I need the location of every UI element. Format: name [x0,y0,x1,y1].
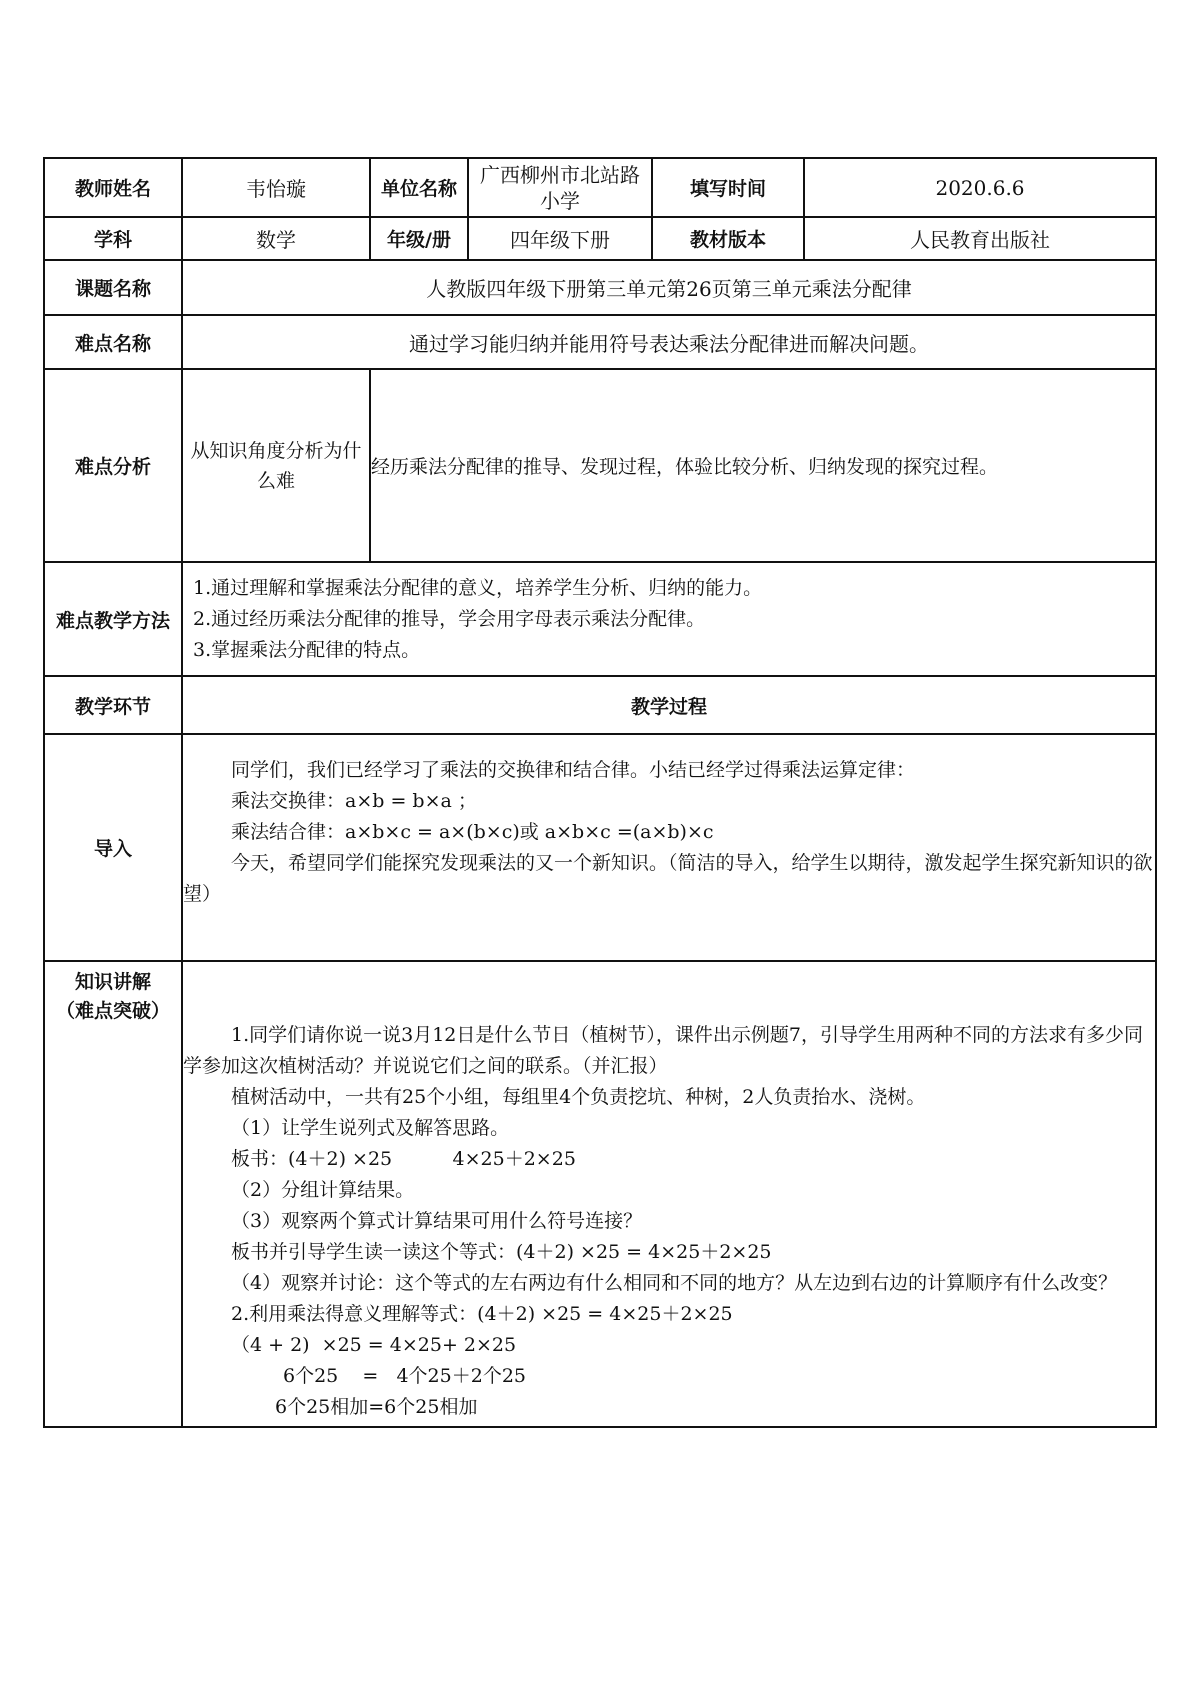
header-row-1 [44,158,1156,217]
intro-line: 乘法交换律：a×b = b×a ； [231,790,477,812]
difficulty-label: 难点名称 [44,315,182,369]
difficulty-value: 通过学习能归纳并能用符号表达乘法分配律进而解决问题。 [182,315,1156,369]
process-section-title: 教学过程 [182,676,1156,734]
intro-label: 导入 [44,734,182,961]
edition-label: 教材版本 [652,217,804,260]
topic-row [44,260,1156,315]
knowledge-line: 1.同学们请你说一说3月12日是什么节日（植树节），课件出示例题7，引导学生用两种不同的方法求有多少同学参加这次植树活动？并说说它们之间的联系。（并汇报） [183,1024,1143,1077]
knowledge-line: （3）观察两个算式计算结果可用什么符号连接？ [231,1210,643,1232]
knowledge-line: 2.利用乘法得意义理解等式：(4＋2) ×25 = 4×25＋2×25 [231,1303,733,1325]
knowledge-label-line2: （难点突破） [55,1000,170,1022]
knowledge-line: （4）观察并讨论：这个等式的左右两边有什么相同和不同的地方？从左边到右边的计算顺序有什么改变？ [231,1272,1118,1294]
grade-label: 年级/册 [370,217,468,260]
lesson-plan-table [43,157,1157,1428]
method-item: 2.通过经历乘法分配律的推导，学会用字母表示乘法分配律。 [193,607,706,630]
teacher-name-value: 韦怡璇 [182,158,370,217]
knowledge-label-line1: 知识讲解 [74,971,151,993]
teacher-name-label: 教师姓名 [44,158,182,217]
grade-value: 四年级下册 [468,217,652,260]
subject-label: 学科 [44,217,182,260]
header-row-2 [44,217,1156,260]
unit-name-value: 广西柳州市北站路小学 [468,158,652,217]
subject-value: 数学 [182,217,370,260]
process-section-label: 教学环节 [44,676,182,734]
knowledge-line: 6个25 = 4个25＋2个25 [283,1365,526,1387]
knowledge-line: 6个25相加=6个25相加 [275,1396,478,1418]
knowledge-line: （4 + 2) ×25 = 4×25+ 2×25 [231,1334,517,1356]
method-item: 1.通过理解和掌握乘法分配律的意义，培养学生分析、归纳的能力。 [193,576,763,599]
process-header-row [44,676,1156,734]
knowledge-line: （1）让学生说列式及解答思路。 [231,1117,510,1139]
knowledge-label [44,961,182,1427]
difficulty-row [44,315,1156,369]
method-item: 3.掌握乘法分配律的特点。 [193,638,421,661]
knowledge-line: 板书：(4＋2) ×25 4×25＋2×25 [231,1148,576,1170]
knowledge-line: （2）分组计算结果。 [231,1179,415,1201]
intro-line: 今天，希望同学们能探究发现乘法的又一个新知识。（简洁的导入，给学生以期待，激发起学生探究新知识的欲望） [183,852,1153,905]
analysis-value: 经历乘法分配律的推导、发现过程，体验比较分析、归纳发现的探究过程。 [370,369,1156,562]
knowledge-row [44,961,1156,1427]
unit-name-label: 单位名称 [370,158,468,217]
methods-list [182,562,1156,676]
knowledge-line: 植树活动中，一共有25个小组，每组里4个负责挖坑、种树，2人负责抬水、浇树。 [231,1086,926,1108]
analysis-row [44,369,1156,562]
intro-line: 同学们，我们已经学习了乘法的交换律和结合律。小结已经学过得乘法运算定律： [231,759,916,781]
topic-value: 人教版四年级下册第三单元第26页第三单元乘法分配律 [182,260,1156,315]
fill-date-label: 填写时间 [652,158,804,217]
analysis-sub-label: 从知识角度分析为什么难 [182,369,370,562]
intro-line: 乘法结合律：a×b×c = a×(b×c)或 a×b×c =(a×b)×c [231,821,714,843]
knowledge-line: 板书并引导学生读一读这个等式：(4＋2) ×25 = 4×25＋2×25 [231,1241,772,1263]
topic-label: 课题名称 [44,260,182,315]
knowledge-content [182,961,1156,1427]
intro-content [182,734,1156,961]
methods-label: 难点教学方法 [44,562,182,676]
methods-row [44,562,1156,676]
fill-date-value: 2020.6.6 [804,158,1156,217]
intro-row [44,734,1156,961]
edition-value: 人民教育出版社 [804,217,1156,260]
analysis-label: 难点分析 [44,369,182,562]
